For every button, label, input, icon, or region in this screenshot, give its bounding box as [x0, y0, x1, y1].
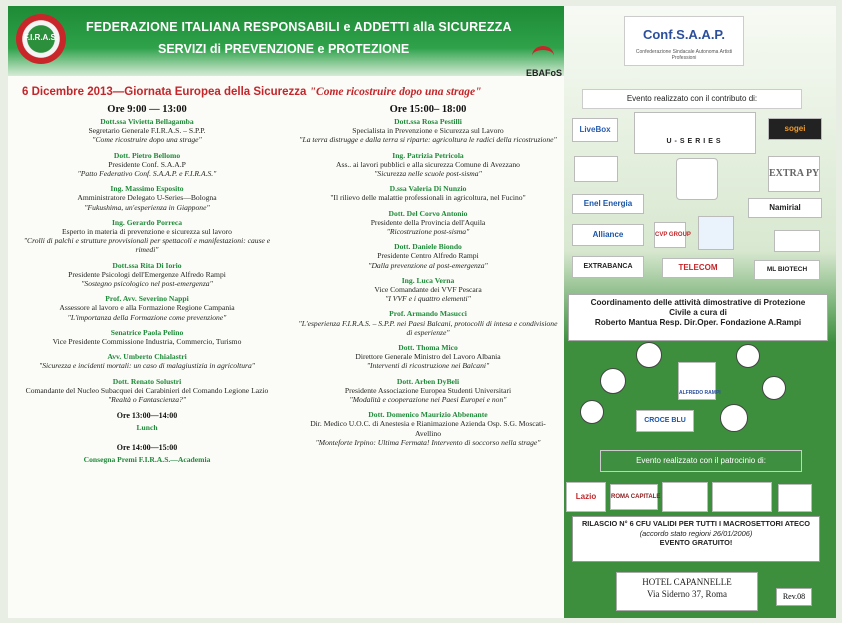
speaker-talk: "Modalità e cooperazione nei Paesi Europei e non" [349, 395, 507, 405]
header-banner [8, 6, 564, 76]
speaker-talk: "Patto Federativo Conf. S.A.A.P. e F.I.R.A.S." [77, 169, 217, 179]
speaker-talk: "Crolli di palchi e strutture provvisionali per spettacoli e manifestazioni: cause e rimedi" [23, 236, 271, 255]
conf-saap-logo [624, 16, 744, 66]
morning-time: Ore 9:00 — 13:00 [107, 104, 187, 115]
patron-lazio: Lazio [566, 482, 606, 512]
ebafos-label: EBAFoS [526, 68, 562, 78]
speaker-name: Ing. Gerardo Porreca [111, 217, 183, 227]
speaker-role: Presidente Associazione Europea Studenti Universitari [344, 385, 512, 395]
patron-logo-5 [778, 484, 812, 512]
sponsor-badge-2 [676, 158, 718, 200]
speaker-entry [298, 209, 558, 237]
header-title-line2: SERVIZI di PREVENZIONE e PROTEZIONE [158, 42, 410, 56]
speaker-entry [22, 294, 272, 322]
speaker-role: Dir. Medico U.O.C. di Anestesia e Rianimazione Azienda Osp. S.G. Moscati-Avellino [310, 419, 546, 438]
speaker-role: Presidente Conf. S.A.A.P [108, 159, 186, 169]
speaker-entry [22, 151, 272, 179]
venue-box [616, 572, 758, 611]
speaker-name: Prof. Armando Masucci [389, 309, 467, 319]
speaker-name: Dott.ssa Rosa Pestilli [394, 117, 462, 126]
afternoon-speakers [298, 117, 558, 447]
speaker-role: Presidente Psicologi dell'Emergenze Alfredo Rampi [68, 269, 226, 279]
speaker-name: D.ssa Valeria Di Nunzio [389, 184, 467, 194]
speaker-role: Amministratore Delegato U-Series—Bologna [77, 193, 217, 203]
sponsor-cvp: CVP GROUP [654, 222, 686, 248]
speaker-role: Segretario Generale F.I.R.A.S. – S.P.P. [88, 126, 206, 136]
speaker-name: Dott. Daniele Biondo [394, 242, 462, 252]
speaker-talk: "L'importanza della Formazione come prevenzione" [67, 312, 227, 322]
header-title-line1: FEDERAZIONE ITALIANA RESPONSABILI e ADDETTI alla SICUREZZA [86, 20, 512, 34]
patron-roma: ROMA CAPITALE [610, 484, 658, 510]
conf-saap-title: Conf.S.A.A.P. [642, 27, 726, 42]
speaker-entry [298, 343, 558, 371]
speaker-entry [22, 261, 272, 289]
speaker-name: Ing. Luca Verna [401, 275, 455, 285]
speaker-name: Dott. Renato Solustri [112, 376, 182, 386]
event-subtitle [22, 86, 562, 98]
morning-speakers [22, 117, 272, 404]
sponsor-livebox: LiveBox [572, 118, 618, 142]
speaker-name: Dott.ssa Vivietta Bellagamba [100, 117, 194, 126]
speaker-talk: "Monteforte Irpino: Ultima Fermata! Intervento di soccorso nella strage" [315, 437, 541, 447]
speaker-name: Ing. Massimo Esposito [110, 184, 184, 194]
speaker-name: Dott. Arben DyBeli [396, 376, 460, 386]
assoc-logo-2 [736, 344, 760, 368]
speaker-talk: "Realtà o Fantascienza?" [107, 395, 187, 405]
speaker-role: Specialista in Prevenzione e Sicurezza sul Lavoro [352, 126, 504, 136]
speaker-entry [22, 352, 272, 370]
coord-line1: Coordinamento delle attività dimostrative di Protezione [590, 298, 806, 307]
speaker-entry [22, 218, 272, 255]
speaker-talk: "Come ricostruire dopo una strage" [92, 135, 202, 145]
speaker-talk: "Dalla prevenzione al post-emergenza" [368, 260, 488, 270]
conf-saap-subtitle: Confederazione Sindacale Autonoma Artisti Professioni [635, 49, 733, 61]
sponsor-telecom: TELECOM [662, 258, 734, 278]
cfu-line1: RILASCIO N° 6 CFU VALIDI PER TUTTI I MACROSETTORI ATECO [581, 519, 811, 528]
contrib-label: Evento realizzato con il contributo di: [582, 89, 802, 109]
sponsor-extrabanca: EXTRABANCA [572, 256, 644, 278]
cfu-line3: EVENTO GRATUITO! [659, 538, 733, 547]
cfu-line2: (accordo stato regioni 26/01/2006) [639, 528, 753, 538]
afternoon-time: Ore 15:00– 18:00 [389, 104, 467, 115]
sponsor-badge-1 [574, 156, 618, 182]
sponsor-logos [568, 112, 832, 288]
assoc-logo-3 [600, 368, 626, 394]
speaker-talk: "Sostegno psicologico nel post-emergenza" [81, 279, 213, 289]
ebafos-arc-icon [532, 46, 554, 66]
speaker-talk: "Sicurezza e incidenti mortali: un caso di malagiustizia in agricoltura" [39, 361, 255, 371]
speaker-talk: "Ricostruzione post-sisma" [386, 227, 470, 237]
speaker-name: Dott. Thoma Mico [398, 343, 458, 353]
sponsor-panel [564, 6, 836, 618]
speaker-role: Comandante del Nucleo Subacquei dei Carabinieri del Comando Legione Lazio [25, 385, 269, 395]
sponsor-badge-4 [774, 230, 820, 252]
speaker-role: Vice Comandante dei VVF Pescara [374, 285, 482, 295]
speaker-role: Presidente Centro Alfredo Rampi [377, 251, 479, 261]
speaker-entry [298, 117, 558, 145]
sponsor-mlbiotech: ML BIOTECH [754, 260, 820, 280]
sponsor-enel: Enel Energia [572, 194, 644, 214]
program-panel [8, 6, 564, 618]
speaker-entry [22, 117, 272, 145]
event-date: 6 Dicembre 2013—Giornata Europea della Sicurezza [22, 86, 307, 98]
academia-label: Consegna Premi F.I.R.A.S.—Academia [83, 455, 211, 465]
coord-line3: Roberto Mantua Resp. Dir.Oper. Fondazione A.Rampi [594, 318, 802, 327]
speaker-name: Dott.ssa Rita Di Iorio [112, 260, 182, 270]
academia-time: Ore 14:00—15:00 [116, 443, 178, 453]
assoc-logo-4 [762, 376, 786, 400]
assoc-rampi: ALFREDO RAMPI [678, 362, 716, 400]
speaker-entry [22, 377, 272, 405]
speaker-role: Direttore Generale Ministro del Lavoro Albania [355, 352, 501, 362]
firas-logo-text: F.I.R.A.S. [23, 33, 59, 42]
speaker-role: Ass.. ai lavori pubblici e alla sicurezza Comune di Avezzano [336, 159, 520, 169]
speaker-role: Esperto in materia di prevenzione e sicurezza sul lavoro [62, 227, 232, 237]
speaker-talk: "L'esperienza F.I.R.A.S. – S.P.P. nei Paesi Balcani, protocolli di intesa e condivisione di esperienze" [298, 318, 558, 337]
speaker-name: Prof. Avv. Severino Nappi [105, 294, 189, 304]
cfu-box [572, 516, 820, 562]
morning-column [22, 104, 272, 465]
firas-logo [16, 14, 66, 64]
speaker-name: Dott. Pietro Bellomo [113, 150, 181, 160]
speaker-talk: "Fukushima, un'esperienza in Giappone" [84, 202, 210, 212]
coordination-box [568, 294, 828, 341]
sponsor-namirial: Namirial [748, 198, 822, 218]
speaker-talk: "Interventi di ricostruzione nei Balcani" [366, 361, 490, 371]
patronage-label: Evento realizzato con il patrocinio di: [600, 450, 802, 472]
speaker-entry [298, 151, 558, 179]
patron-logo-4 [712, 482, 772, 512]
speaker-name: Avv. Umberto Chialastri [107, 352, 187, 362]
speaker-entry [298, 377, 558, 405]
sponsor-useries [634, 112, 756, 154]
speaker-entry [298, 242, 558, 270]
event-quote: "Come ricostruire dopo una strage" [309, 86, 482, 98]
speaker-name: Dott. Domenico Maurizio Abbenante [368, 410, 488, 420]
speaker-entry [298, 184, 558, 202]
speaker-entry [298, 410, 558, 447]
sponsor-useries-label: U-SERIES [666, 138, 724, 145]
sponsor-sogei: sogei [768, 118, 822, 140]
venue-address: Via Siderno 37, Roma [647, 589, 727, 599]
assoc-logo-6 [720, 404, 748, 432]
assoc-croceblu: CROCE BLU [636, 410, 694, 432]
coord-line2: Civile a cura di [669, 308, 727, 317]
sponsor-extrapy: EXTRA PY [768, 156, 820, 192]
speaker-name: Ing. Patrizia Petricola [392, 150, 464, 160]
afternoon-column [298, 104, 558, 453]
speaker-entry [298, 276, 558, 304]
speaker-role: "Il rilievo delle malattie professionali in agricoltura, nel Fucino" [330, 193, 526, 203]
venue-name: HOTEL CAPANNELLE [642, 577, 732, 587]
speaker-role: Vice Presidente Commissione Industria, Commercio, Turismo [52, 337, 242, 347]
speaker-entry [22, 328, 272, 346]
lunch-time: Ore 13:00—14:00 [116, 411, 178, 421]
patron-logo-3 [662, 482, 708, 512]
ebafos-logo [526, 46, 560, 78]
revision-label: Rev.08 [776, 588, 812, 606]
speaker-name: Senatrice Paola Pelino [110, 327, 184, 337]
speaker-name: Dott. Del Corvo Antonio [388, 208, 468, 218]
speaker-role: Assessore al lavoro e alla Formazione Regione Campania [59, 303, 235, 313]
speaker-entry [298, 309, 558, 337]
speaker-talk: "La terra distrugge e dalla terra si riparte: agricoltura le radici della ricostruzione" [299, 135, 557, 145]
speaker-talk: "Sicurezza nelle scuole post-sisma" [374, 169, 482, 179]
speaker-entry [22, 184, 272, 212]
speaker-role: Presidente della Provincia dell'Aquila [370, 217, 486, 227]
lunch-label: Lunch [136, 423, 158, 433]
sponsor-alliance: Alliance [572, 224, 644, 246]
assoc-logo-5 [580, 400, 604, 424]
sponsor-badge-3 [698, 216, 734, 250]
speaker-talk: "I VVF e i quattro elementi" [385, 294, 471, 304]
assoc-logo-1 [636, 342, 662, 368]
